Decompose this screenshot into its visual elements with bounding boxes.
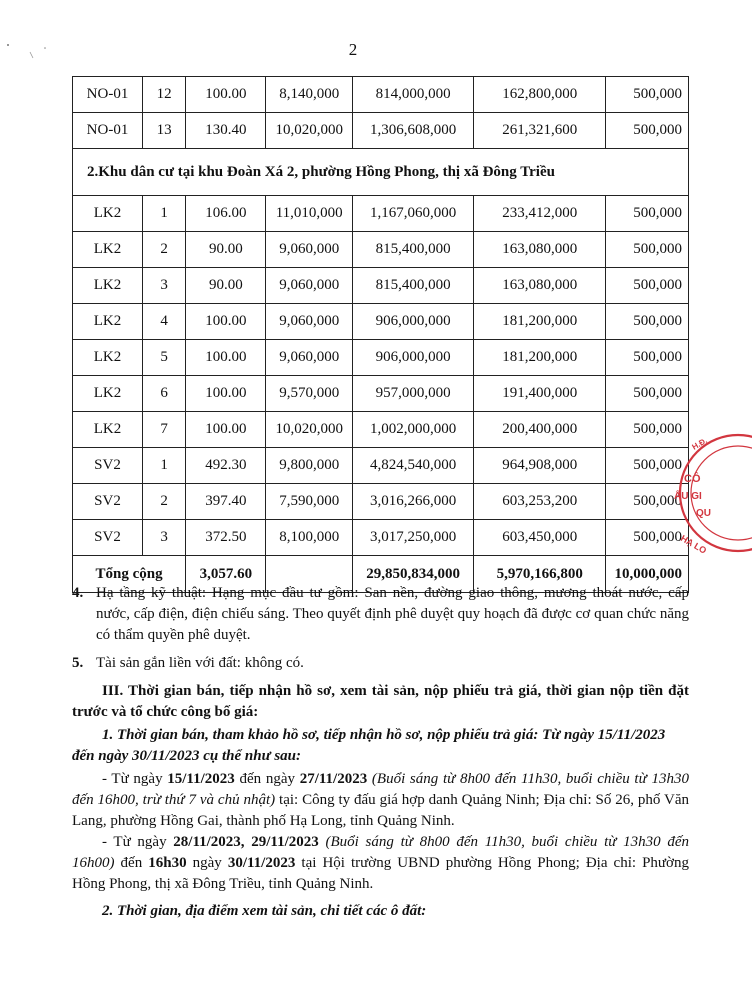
table-row bbox=[73, 376, 689, 412]
total-deposit: 5,970,166,800 bbox=[474, 556, 606, 593]
deposit: 181,200,000 bbox=[474, 304, 606, 340]
text-run: - Từ ngày bbox=[102, 834, 174, 850]
starting-price: 906,000,000 bbox=[352, 340, 473, 376]
item-number: 5. bbox=[72, 655, 84, 671]
area: 90.00 bbox=[186, 232, 266, 268]
total-label: Tổng cộng bbox=[73, 556, 186, 593]
lot-number: 1 bbox=[142, 196, 185, 232]
deposit: 191,400,000 bbox=[474, 376, 606, 412]
unit-price: 9,060,000 bbox=[266, 340, 352, 376]
date-end: 27/11/2023 bbox=[299, 771, 368, 787]
lot-code: LK2 bbox=[73, 196, 143, 232]
item-number: 4. bbox=[72, 585, 84, 601]
fee: 500,000 bbox=[606, 412, 689, 448]
starting-price: 1,167,060,000 bbox=[352, 196, 473, 232]
starting-price: 906,000,000 bbox=[352, 304, 473, 340]
lot-number: 7 bbox=[142, 412, 185, 448]
lot-code: LK2 bbox=[73, 376, 143, 412]
fee: 500,000 bbox=[606, 448, 689, 484]
deposit: 200,400,000 bbox=[474, 412, 606, 448]
table-row bbox=[73, 412, 689, 448]
unit-price: 10,020,000 bbox=[266, 412, 352, 448]
deposit: 181,200,000 bbox=[474, 340, 606, 376]
table-row bbox=[73, 448, 689, 484]
text-run: đến ngày bbox=[234, 771, 300, 787]
table-row bbox=[73, 232, 689, 268]
table-row bbox=[73, 340, 689, 376]
seal-text-line: CÔ bbox=[684, 473, 701, 485]
dates: 28/11/2023, 29/11/2023 bbox=[173, 834, 319, 850]
unit-price: 11,010,000 bbox=[266, 196, 352, 232]
section-iii-heading: III. Thời gian bán, tiếp nhận hồ sơ, xem tài sản, nộp phiếu trả giá, thời gian nộp tiền đặt trước và tổ chức công bố giá: bbox=[72, 683, 689, 720]
lot-code: LK2 bbox=[73, 268, 143, 304]
unit-price: 7,590,000 bbox=[266, 484, 352, 520]
fee: 500,000 bbox=[606, 304, 689, 340]
unit-price: 9,570,000 bbox=[266, 376, 352, 412]
page-number: 2 bbox=[348, 40, 358, 59]
area: 90.00 bbox=[186, 268, 266, 304]
seal-text-line: ẤU GI bbox=[674, 491, 702, 502]
lot-number: 2 bbox=[142, 232, 185, 268]
lot-code: SV2 bbox=[73, 484, 143, 520]
fee: 500,000 bbox=[606, 340, 689, 376]
lot-code: LK2 bbox=[73, 232, 143, 268]
area: 397.40 bbox=[186, 484, 266, 520]
paragraph-period-2 bbox=[72, 832, 689, 895]
fee: 500,000 bbox=[606, 268, 689, 304]
lot-code: LK2 bbox=[73, 412, 143, 448]
subsection-2-heading: 2. Thời gian, địa điểm xem tài sản, chi tiết các ô đất: bbox=[102, 903, 427, 919]
text-run: đến bbox=[114, 855, 149, 871]
unit-price: 10,020,000 bbox=[266, 113, 352, 149]
lot-code: SV2 bbox=[73, 448, 143, 484]
lot-number: 1 bbox=[142, 448, 185, 484]
deposit: 233,412,000 bbox=[474, 196, 606, 232]
area: 100.00 bbox=[186, 77, 266, 113]
area: 100.00 bbox=[186, 340, 266, 376]
starting-price: 3,017,250,000 bbox=[352, 520, 473, 556]
lot-number: 6 bbox=[142, 376, 185, 412]
seal-text-line: QU bbox=[696, 508, 711, 519]
area: 106.00 bbox=[186, 196, 266, 232]
margin-marks bbox=[0, 30, 70, 70]
deposit: 603,450,000 bbox=[474, 520, 606, 556]
area: 100.00 bbox=[186, 304, 266, 340]
starting-price: 815,400,000 bbox=[352, 268, 473, 304]
fee: 500,000 bbox=[606, 77, 689, 113]
paragraph-period-1 bbox=[72, 769, 689, 832]
lot-code: SV2 bbox=[73, 520, 143, 556]
item-5 bbox=[72, 653, 689, 674]
lot-code: LK2 bbox=[73, 304, 143, 340]
deposit: 163,080,000 bbox=[474, 232, 606, 268]
deposit: 162,800,000 bbox=[474, 77, 606, 113]
text-block bbox=[72, 583, 689, 924]
text-run bbox=[319, 834, 326, 850]
total-fee: 10,000,000 bbox=[606, 556, 689, 593]
area: 100.00 bbox=[186, 412, 266, 448]
text-run: - Từ ngày bbox=[102, 771, 168, 787]
starting-price: 3,016,266,000 bbox=[352, 484, 473, 520]
table-row bbox=[73, 196, 689, 232]
unit-price: 8,100,000 bbox=[266, 520, 352, 556]
fee: 500,000 bbox=[606, 196, 689, 232]
total-starting-price: 29,850,834,000 bbox=[352, 556, 473, 593]
lot-number: 2 bbox=[142, 484, 185, 520]
unit-price: 8,140,000 bbox=[266, 77, 352, 113]
seal-text-line: H.Đ. bbox=[690, 435, 709, 452]
deadline-time: 16h30 bbox=[148, 855, 187, 871]
starting-price: 814,000,000 bbox=[352, 77, 473, 113]
text-run: tại Hội trường UBND phường Hồng Phong; Địa chỉ: Phường Hồng Phong, thị xã Đông Triều, tỉnh Quảng Ninh. bbox=[72, 855, 689, 892]
hours-note: (Buổi sáng từ 8h00 đến 11h30, buổi chiều từ 13h30 đến 16h00, trừ thứ 7 và chủ nhật) bbox=[72, 771, 689, 808]
table-row bbox=[73, 484, 689, 520]
area: 492.30 bbox=[186, 448, 266, 484]
unit-price: 9,060,000 bbox=[266, 304, 352, 340]
lot-code: NO-01 bbox=[73, 77, 143, 113]
text-run: tại: Công ty đấu giá hợp danh Quảng Ninh; Địa chỉ: Số 26, phố Văn Lang, phường Hồng Gai, thành phố Hạ Long, tỉnh Quảng Ninh. bbox=[72, 792, 689, 829]
lot-code: NO-01 bbox=[73, 113, 143, 149]
deposit: 261,321,600 bbox=[474, 113, 606, 149]
seal-text-line: HẠ LO bbox=[679, 533, 709, 556]
table-row bbox=[73, 113, 689, 149]
lot-number: 13 bbox=[142, 113, 185, 149]
lot-number: 12 bbox=[142, 77, 185, 113]
unit-price: 9,060,000 bbox=[266, 232, 352, 268]
fee: 500,000 bbox=[606, 520, 689, 556]
lot-code: LK2 bbox=[73, 340, 143, 376]
table-row bbox=[73, 268, 689, 304]
deposit: 163,080,000 bbox=[474, 268, 606, 304]
fee: 500,000 bbox=[606, 376, 689, 412]
fee: 500,000 bbox=[606, 232, 689, 268]
date-start: 15/11/2023 bbox=[167, 771, 235, 787]
lot-number: 4 bbox=[142, 304, 185, 340]
table-row bbox=[73, 520, 689, 556]
starting-price: 815,400,000 bbox=[352, 232, 473, 268]
starting-price: 1,306,608,000 bbox=[352, 113, 473, 149]
auction-table bbox=[72, 76, 689, 593]
starting-price: 4,824,540,000 bbox=[352, 448, 473, 484]
lot-number: 3 bbox=[142, 268, 185, 304]
total-area: 3,057.60 bbox=[186, 556, 266, 593]
red-seal-stamp bbox=[672, 428, 752, 558]
lot-number: 3 bbox=[142, 520, 185, 556]
unit-price: 9,060,000 bbox=[266, 268, 352, 304]
lot-number: 5 bbox=[142, 340, 185, 376]
table-row bbox=[73, 304, 689, 340]
subsection-1-heading: 1. Thời gian bán, tham khảo hồ sơ, tiếp nhận hồ sơ, nộp phiếu trả giá: Từ ngày 15/11/2023 đến ngày 30/11/2023 cụ thể như sau: bbox=[72, 727, 666, 764]
text-run: ngày bbox=[186, 855, 228, 871]
unit-price: 9,800,000 bbox=[266, 448, 352, 484]
fee: 500,000 bbox=[606, 113, 689, 149]
area: 372.50 bbox=[186, 520, 266, 556]
hours-note: (Buổi sáng từ 8h00 đến 11h30, buổi chiều từ 13h30 đến 16h00) bbox=[72, 834, 690, 871]
section-title: 2.Khu dân cư tại khu Đoàn Xá 2, phường Hồng Phong, thị xã Đông Triều bbox=[73, 149, 689, 196]
deadline-date: 30/11/2023 bbox=[227, 855, 296, 871]
deposit: 964,908,000 bbox=[474, 448, 606, 484]
area: 100.00 bbox=[186, 376, 266, 412]
starting-price: 1,002,000,000 bbox=[352, 412, 473, 448]
starting-price: 957,000,000 bbox=[352, 376, 473, 412]
item-text: Tài sản gắn liền với đất: không có. bbox=[96, 655, 304, 671]
deposit: 603,253,200 bbox=[474, 484, 606, 520]
area: 130.40 bbox=[186, 113, 266, 149]
fee: 500,000 bbox=[606, 484, 689, 520]
table-row bbox=[73, 77, 689, 113]
section-row bbox=[73, 149, 689, 196]
item-text: Hạ tầng kỹ thuật: Hạng mục đầu tư gồm: San nền, đường giao thông, mương thoát nước, cấp nước, cấp điện, điện chiếu sáng. Theo quyết định phê duyệt quy hoạch đã được cơ quan chức năng có thẩm quyền phê duyệt. bbox=[96, 585, 689, 643]
item-4 bbox=[72, 583, 689, 646]
